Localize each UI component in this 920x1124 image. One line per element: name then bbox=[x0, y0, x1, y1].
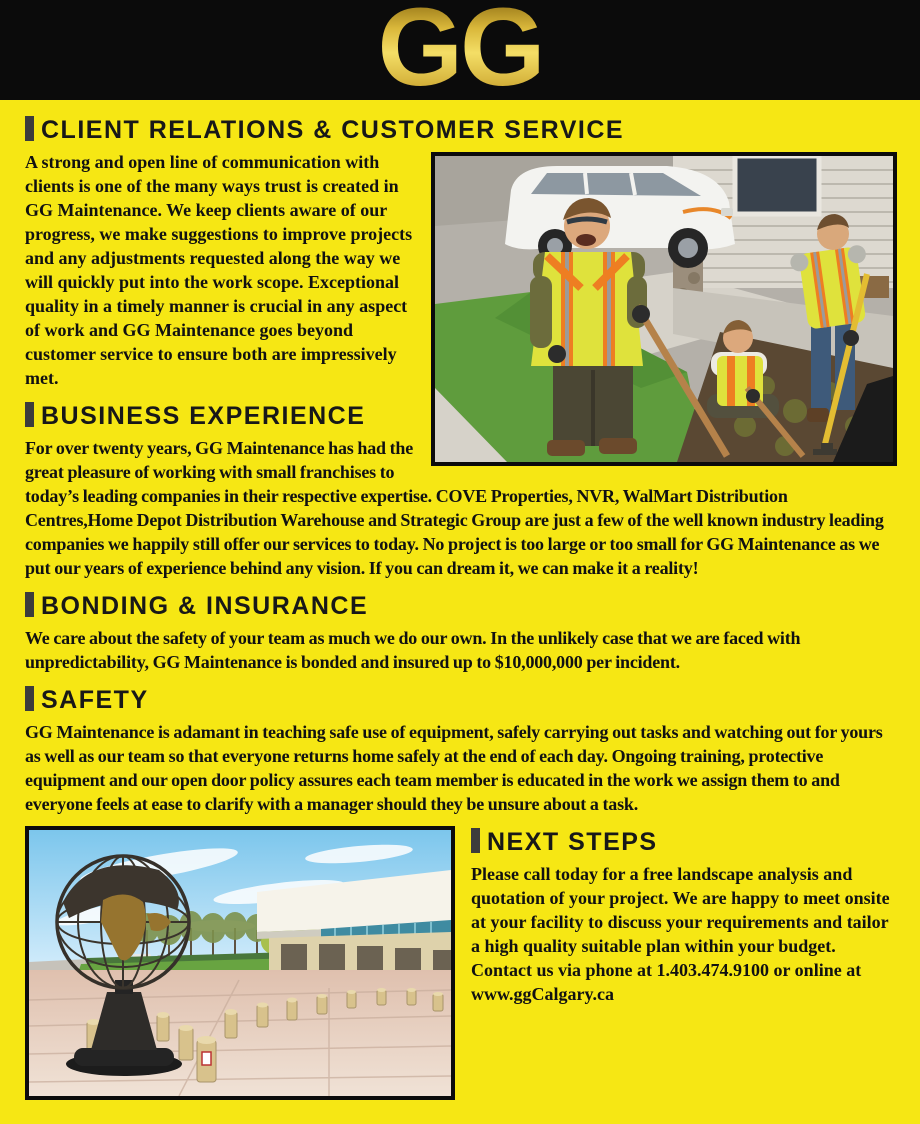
safety-heading bbox=[25, 686, 897, 714]
client-relations-text: A strong and open line of communication with clients is one of the many ways trust is created in GG Maintenance. We keep clients aware of our progress, we make suggestions to improve projects and any adjustments requested along the way we will quickly put into the work scope. Exceptional quality in a timely manner is crucial in any aspect of work and GG Maintenance goes beyond customer service to ensure both are impressively met. bbox=[25, 152, 413, 388]
heading-accent-bar bbox=[471, 828, 480, 853]
heading-text: CLIENT RELATIONS & CUSTOMER SERVICE bbox=[41, 116, 625, 144]
bonding-insurance-text: We care about the safety of your team as much we do our own. In the unlikely case that we are faced with unpredictability, GG Maintenance is bonded and insured up to $10,000,000 per incident. bbox=[25, 628, 801, 672]
globe-plaza-illustration bbox=[29, 830, 451, 1096]
heading-accent-bar bbox=[25, 402, 34, 427]
section-client-relations bbox=[25, 116, 897, 580]
brand-logo: GG bbox=[377, 0, 543, 109]
section-next-steps bbox=[471, 826, 897, 1100]
client-relations-heading bbox=[25, 116, 897, 144]
page-body bbox=[0, 100, 920, 1100]
heading-text: BUSINESS EXPERIENCE bbox=[41, 402, 366, 430]
safety-text: GG Maintenance is adamant in teaching safe use of equipment, safely carrying out tasks and watching out for yours as well as our team so that everyone returns home safely at the end of each day. Ongoing training, protective equipment and our open door policy assures each team member is educated in the work we assign them to and everyone feels at ease to clarify with a manager should they be unsure about a task. bbox=[25, 722, 883, 814]
next-steps-heading bbox=[471, 828, 897, 856]
business-experience-text: For over twenty years, GG Maintenance has had the great pleasure of working with small franchises to today’s leading companies in their respective expertise. COVE Properties, NVR, WalMart Distribution Centres,Home Depot Distribution Warehouse and Strategic Group are just a few of the well known industry leading companies we happily still offer our services to today. No project is too large or too small for GG Maintenance as we put our years of experience behind any vision. If you can dream it, we can make it a reality! bbox=[25, 438, 884, 578]
heading-accent-bar bbox=[25, 116, 34, 141]
heading-text: BONDING & INSURANCE bbox=[41, 592, 369, 620]
section-safety bbox=[25, 686, 897, 816]
next-steps-text: Please call today for a free landscape analysis and quotation of your project. We are happy to meet onsite at your facility to discuss your requirements and tailor a high quality suitable plan within your budget. Contact us via phone at 1.403.474.9100 or online at www.ggCalgary.ca bbox=[471, 864, 890, 1004]
header bbox=[0, 0, 920, 109]
section-bonding-insurance bbox=[25, 592, 897, 674]
bottom-row bbox=[25, 826, 897, 1100]
bonding-insurance-heading bbox=[25, 592, 897, 620]
heading-text: SAFETY bbox=[41, 686, 149, 714]
landscaping-crew-photo bbox=[431, 152, 897, 466]
heading-accent-bar bbox=[25, 592, 34, 617]
heading-text: NEXT STEPS bbox=[487, 828, 658, 856]
heading-accent-bar bbox=[25, 686, 34, 711]
globe-plaza-photo bbox=[25, 826, 455, 1100]
landscaping-crew-illustration bbox=[435, 156, 893, 462]
